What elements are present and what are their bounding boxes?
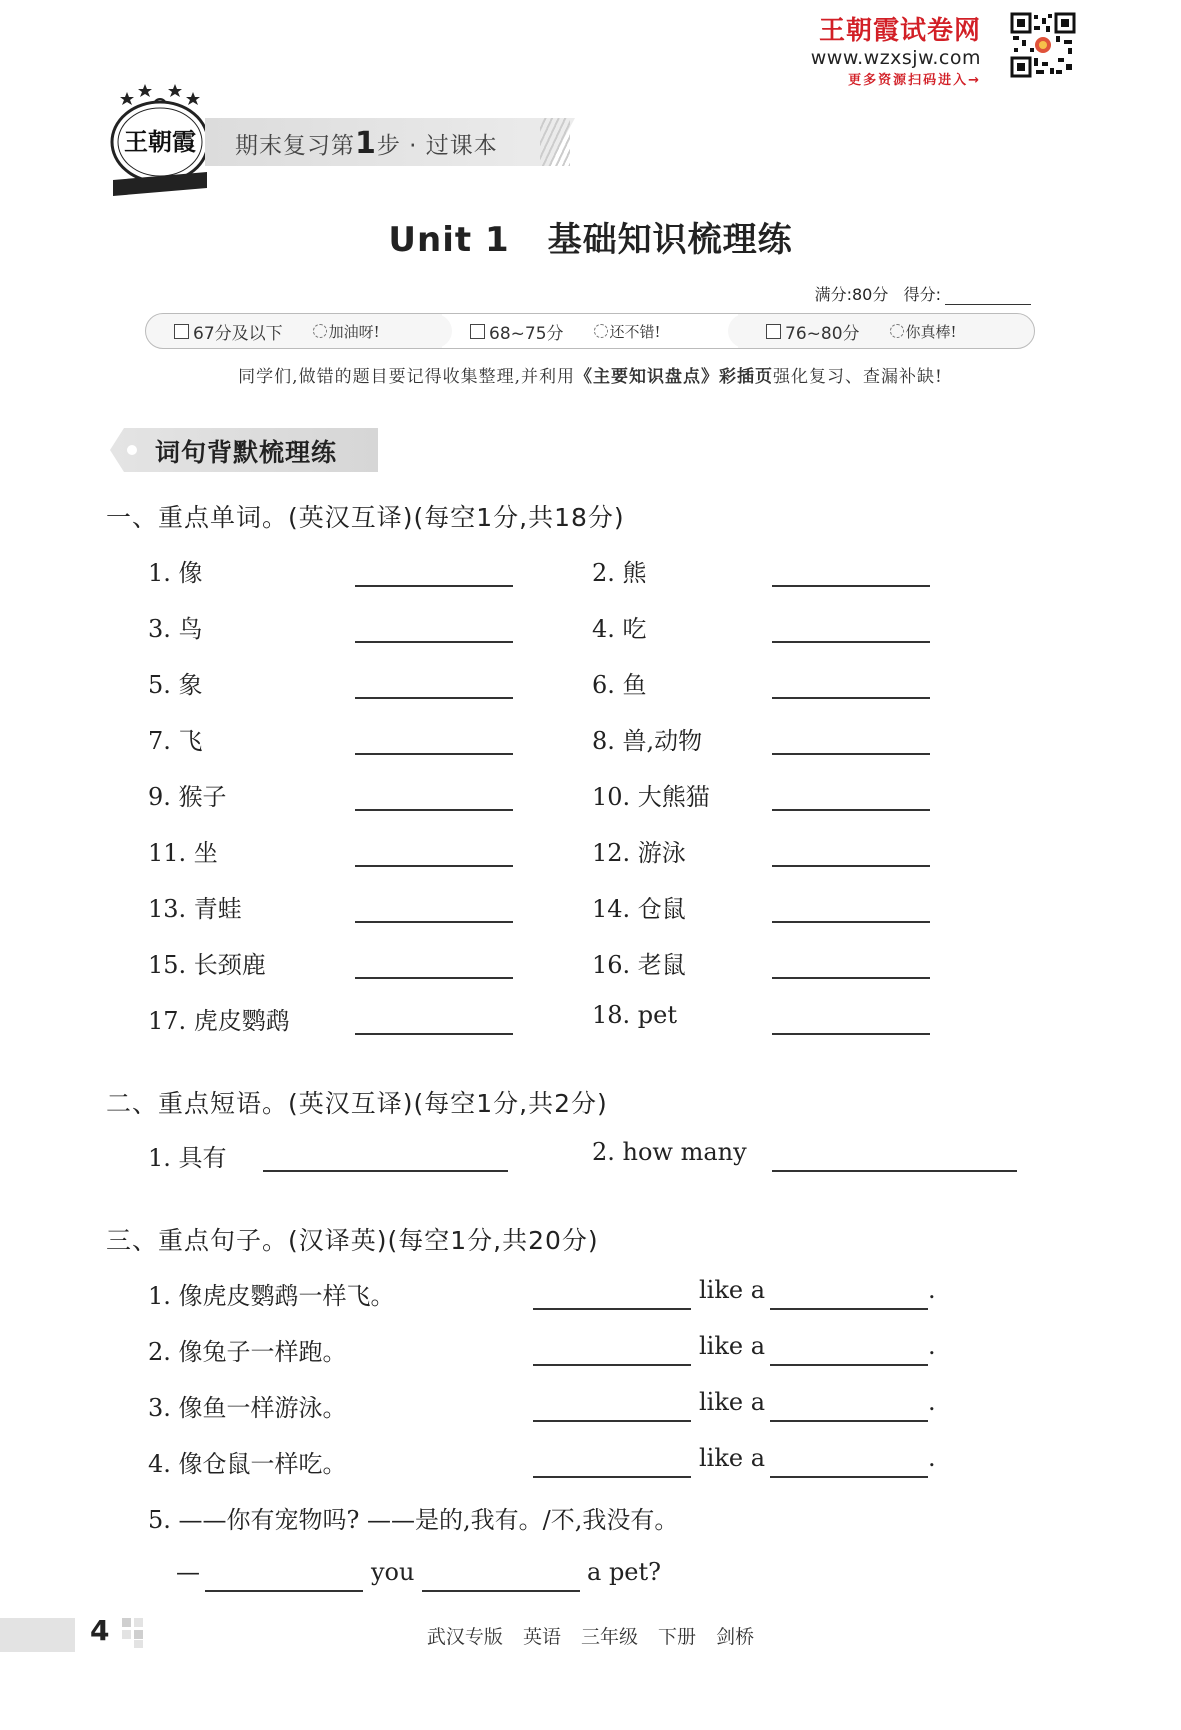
page-title [0,212,1181,261]
score-label: 得分: [903,285,941,304]
note-text: 同学们,做错的题目要记得收集整理,并利用 [238,367,575,387]
answer-blank[interactable] [772,1170,1017,1172]
sentence-connector: like a [699,1444,766,1472]
sentence-item: 2. 像兔子一样跑。 [148,1338,347,1366]
rating-segment-mid [442,314,738,348]
answer-blank[interactable] [533,1364,691,1366]
sentence-end: . [928,1332,936,1360]
word-item: 2. 熊 [592,559,647,587]
answer-blank[interactable] [355,753,513,755]
qr-code-icon[interactable] [1010,12,1076,78]
banner-decoration [540,118,570,166]
tag-dot-icon [127,445,137,455]
rating-segment-low [146,314,442,348]
word-item: 16. 老鼠 [592,951,686,979]
brand-name: 王朝霞试卷网 [818,16,981,46]
answer-blank[interactable] [772,921,930,923]
note-text-end: 强化复习、查漏补缺! [772,367,943,387]
score-blank[interactable] [945,287,1031,305]
phrase-item: 2. how many [592,1138,747,1166]
dialogue-question: 5. ——你有宠物吗? ——是的,我有。/不,我没有。 [148,1506,679,1534]
rating-message: 加油呀! [328,322,380,341]
answer-blank[interactable] [770,1364,928,1366]
title-unit: Unit 1 [388,220,510,260]
sentence-connector: like a [699,1388,766,1416]
word-item: 5. 象 [148,671,203,699]
dialogue-dash: — [176,1558,200,1586]
word-item: 9. 猴子 [148,783,227,811]
answer-blank[interactable] [533,1308,691,1310]
footer-text: 武汉专版 英语 三年级 下册 剑桥 [426,1626,755,1648]
header-banner-text [235,126,498,161]
answer-blank[interactable] [772,977,930,979]
rating-range: 67分及以下 [193,323,283,344]
smiley-icon [890,324,904,338]
full-score: 满分:80分 [814,285,889,304]
word-item: 18. pet [592,1001,678,1029]
word-item: 15. 长颈鹿 [148,951,266,979]
sentence-item: 1. 像虎皮鹦鹉一样飞。 [148,1282,395,1310]
word-item: 14. 仓鼠 [592,895,686,923]
word-item: 12. 游泳 [592,839,686,867]
checkbox-icon[interactable] [470,324,485,339]
smiley-icon [594,324,608,338]
seal-text: 王朝霞 [124,127,196,156]
brand-tagline: 更多资源扫码进入→ [848,73,981,88]
word-item: 1. 像 [148,559,203,587]
answer-blank[interactable] [205,1590,363,1592]
answer-blank[interactable] [355,921,513,923]
answer-blank[interactable] [772,1033,930,1035]
banner-step-number: 1 [355,126,377,161]
brand-url: www.wzxsjw.com [810,47,981,69]
word-item: 6. 鱼 [592,671,647,699]
banner-suffix: 步 · 过课本 [376,133,498,159]
sentence-item: 4. 像仓鼠一样吃。 [148,1450,347,1478]
answer-blank[interactable] [263,1170,508,1172]
rating-range: 68~75分 [489,323,564,344]
sentence-end: . [928,1276,936,1304]
answer-blank[interactable] [772,641,930,643]
answer-blank[interactable] [355,809,513,811]
brand-seal-logo [105,80,215,205]
word-item: 13. 青蛙 [148,895,242,923]
title-subtitle: 基础知识梳理练 [547,220,793,260]
answer-blank[interactable] [533,1476,691,1478]
rating-bar [145,313,1035,349]
answer-blank[interactable] [770,1476,928,1478]
page-number: 4 [90,1614,110,1647]
sentence-item: 3. 像鱼一样游泳。 [148,1394,347,1422]
part3-heading: 三、重点句子。(汉译英)(每空1分,共20分) [106,1226,599,1255]
smiley-icon [313,324,327,338]
word-item: 10. 大熊猫 [592,783,710,811]
answer-blank[interactable] [355,865,513,867]
answer-blank[interactable] [355,977,513,979]
part2-heading: 二、重点短语。(英汉互译)(每空1分,共2分) [106,1089,608,1118]
checkbox-icon[interactable] [766,324,781,339]
sentence-end: . [928,1444,936,1472]
rating-message: 你真棒! [905,322,957,341]
answer-blank[interactable] [533,1420,691,1422]
answer-blank[interactable] [772,753,930,755]
checkbox-icon[interactable] [174,324,189,339]
answer-blank[interactable] [772,697,930,699]
rating-range: 76~80分 [785,323,860,344]
word-item: 7. 飞 [148,727,203,755]
answer-blank[interactable] [422,1590,580,1592]
phrase-item: 1. 具有 [148,1144,227,1172]
word-item: 17. 虎皮鹦鹉 [148,1007,290,1035]
answer-blank[interactable] [772,809,930,811]
word-item: 4. 吃 [592,615,647,643]
brand-block [811,10,981,88]
answer-blank[interactable] [355,697,513,699]
part1-heading: 一、重点单词。(英汉互译)(每空1分,共18分) [106,503,625,532]
word-item: 11. 坐 [148,839,218,867]
rating-message: 还不错! [609,322,661,341]
dialogue-word: you [371,1558,415,1586]
dialogue-word: a pet? [587,1558,662,1586]
word-item: 3. 鸟 [148,615,203,643]
answer-blank[interactable] [355,585,513,587]
answer-blank[interactable] [770,1308,928,1310]
rating-segment-high [738,314,1034,348]
answer-blank[interactable] [770,1420,928,1422]
answer-blank[interactable] [772,585,930,587]
sentence-connector: like a [699,1276,766,1304]
score-line [815,282,1031,305]
word-item: 8. 兽,动物 [592,727,703,755]
note-bold: 《主要知识盘点》彩插页 [574,367,773,387]
sentence-connector: like a [699,1332,766,1360]
sentence-end: . [928,1388,936,1416]
answer-blank[interactable] [772,865,930,867]
instruction-note [0,362,1181,387]
banner-prefix: 期末复习第 [235,133,355,159]
answer-blank[interactable] [355,1033,513,1035]
answer-blank[interactable] [355,641,513,643]
section-tag-label: 词句背默梳理练 [155,438,338,467]
